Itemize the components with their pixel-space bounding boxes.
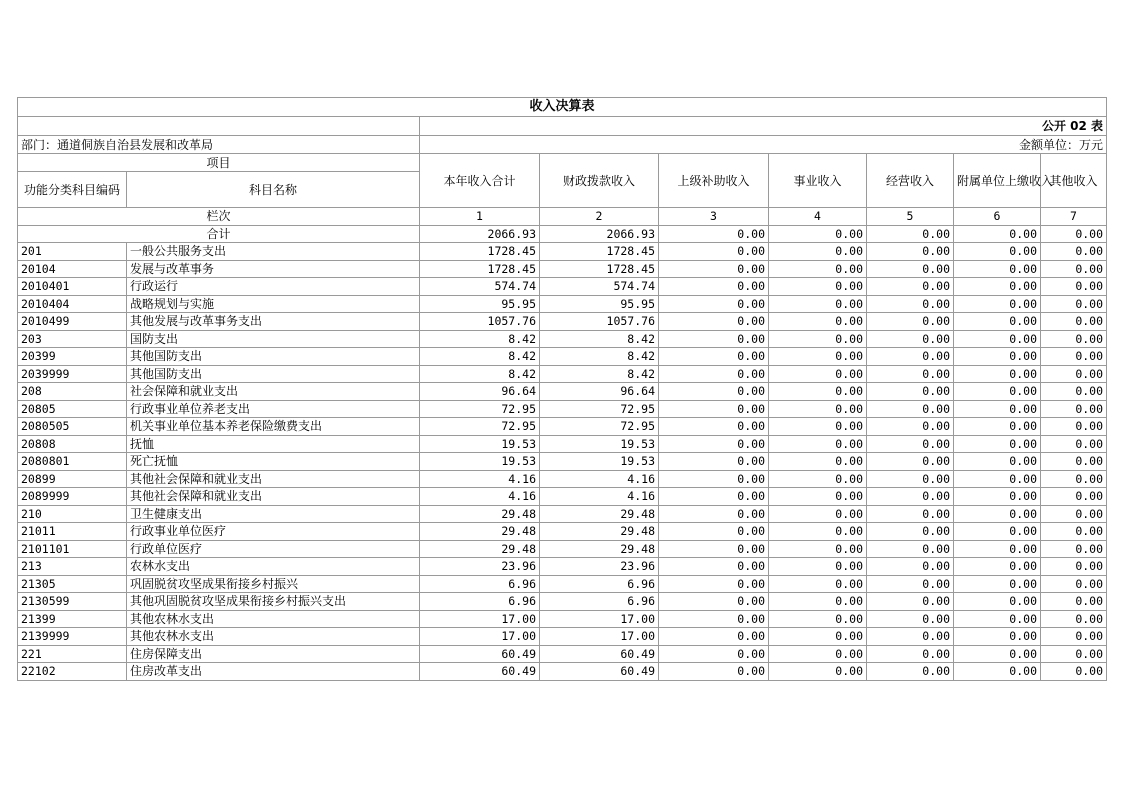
- row-value: 0.00: [954, 348, 1041, 366]
- row-value: 60.49: [540, 663, 659, 681]
- row-value: 23.96: [540, 558, 659, 576]
- header-col-2: 财政拨款收入: [540, 154, 659, 208]
- row-code: 20805: [18, 400, 127, 418]
- row-name: 农林水支出: [127, 558, 420, 576]
- row-value: 17.00: [420, 610, 540, 628]
- table-row: [18, 470, 1107, 488]
- table-row: [18, 628, 1107, 646]
- row-value: 0.00: [867, 558, 954, 576]
- row-code: 201: [18, 243, 127, 261]
- row-code: 213: [18, 558, 127, 576]
- row-value: 0.00: [659, 243, 769, 261]
- total-label: 合计: [18, 225, 420, 243]
- row-value: 0.00: [867, 400, 954, 418]
- row-value: 0.00: [954, 628, 1041, 646]
- row-value: 0.00: [867, 453, 954, 471]
- row-value: 574.74: [540, 278, 659, 296]
- row-value: 8.42: [540, 365, 659, 383]
- row-value: 0.00: [867, 348, 954, 366]
- row-value: 0.00: [867, 243, 954, 261]
- row-value: 0.00: [954, 663, 1041, 681]
- row-name: 卫生健康支出: [127, 505, 420, 523]
- table-row: [18, 278, 1107, 296]
- row-value: 0.00: [1041, 260, 1107, 278]
- row-code: 208: [18, 383, 127, 401]
- header-code: 功能分类科目编码: [18, 172, 127, 208]
- row-value: 0.00: [659, 435, 769, 453]
- row-value: 0.00: [954, 243, 1041, 261]
- row-value: 0.00: [769, 470, 867, 488]
- row-name: 其他国防支出: [127, 365, 420, 383]
- row-name: 战略规划与实施: [127, 295, 420, 313]
- row-value: 0.00: [769, 593, 867, 611]
- row-code: 2080505: [18, 418, 127, 436]
- row-value: 0.00: [867, 383, 954, 401]
- row-value: 0.00: [1041, 418, 1107, 436]
- table-row: [18, 295, 1107, 313]
- header-col-4: 事业收入: [769, 154, 867, 208]
- row-value: 0.00: [954, 610, 1041, 628]
- row-name: 机关事业单位基本养老保险缴费支出: [127, 418, 420, 436]
- row-value: 0.00: [659, 523, 769, 541]
- table-row: [18, 435, 1107, 453]
- row-value: 574.74: [420, 278, 540, 296]
- row-value: 0.00: [954, 453, 1041, 471]
- header-col-3: 上级补助收入: [659, 154, 769, 208]
- row-value: 19.53: [540, 435, 659, 453]
- table-row: [18, 663, 1107, 681]
- row-value: 0.00: [769, 365, 867, 383]
- row-value: 0.00: [954, 540, 1041, 558]
- row-value: 0.00: [659, 348, 769, 366]
- row-value: 0.00: [867, 575, 954, 593]
- row-value: 8.42: [420, 348, 540, 366]
- row-value: 23.96: [420, 558, 540, 576]
- row-value: 0.00: [1041, 523, 1107, 541]
- row-name: 行政单位医疗: [127, 540, 420, 558]
- row-name: 其他社会保障和就业支出: [127, 488, 420, 506]
- header-item: 项目: [18, 154, 420, 172]
- row-value: 0.00: [769, 453, 867, 471]
- row-value: 29.48: [420, 540, 540, 558]
- row-value: 0.00: [954, 295, 1041, 313]
- row-value: 0.00: [867, 663, 954, 681]
- row-value: 0.00: [769, 400, 867, 418]
- row-value: 0.00: [1041, 330, 1107, 348]
- table-row: [18, 313, 1107, 331]
- header-col-7: 其他收入: [1041, 154, 1107, 208]
- row-value: 0.00: [769, 575, 867, 593]
- row-value: 0.00: [659, 383, 769, 401]
- row-value: 0.00: [659, 593, 769, 611]
- row-value: 96.64: [540, 383, 659, 401]
- row-value: 0.00: [659, 488, 769, 506]
- row-value: 0.00: [954, 645, 1041, 663]
- row-value: 0.00: [1041, 540, 1107, 558]
- row-value: 8.42: [420, 365, 540, 383]
- row-value: 29.48: [540, 505, 659, 523]
- column-number: 6: [954, 208, 1041, 226]
- row-value: 0.00: [867, 278, 954, 296]
- row-value: 0.00: [1041, 488, 1107, 506]
- row-name: 住房保障支出: [127, 645, 420, 663]
- row-value: 0.00: [954, 575, 1041, 593]
- row-value: 1728.45: [540, 243, 659, 261]
- table-row: [18, 523, 1107, 541]
- table-row: [18, 610, 1107, 628]
- row-value: 0.00: [867, 628, 954, 646]
- row-value: 72.95: [420, 418, 540, 436]
- row-value: 0.00: [769, 540, 867, 558]
- row-value: 0.00: [659, 365, 769, 383]
- row-name: 社会保障和就业支出: [127, 383, 420, 401]
- row-value: 8.42: [540, 330, 659, 348]
- row-value: 0.00: [659, 313, 769, 331]
- row-value: 4.16: [420, 470, 540, 488]
- row-value: 0.00: [867, 593, 954, 611]
- row-value: 0.00: [659, 400, 769, 418]
- row-value: 95.95: [540, 295, 659, 313]
- row-value: 0.00: [769, 260, 867, 278]
- row-value: 6.96: [540, 593, 659, 611]
- table-row: [18, 593, 1107, 611]
- row-name: 行政运行: [127, 278, 420, 296]
- row-name: 抚恤: [127, 435, 420, 453]
- row-value: 17.00: [540, 628, 659, 646]
- row-value: 72.95: [540, 400, 659, 418]
- row-value: 0.00: [659, 505, 769, 523]
- row-value: 0.00: [659, 453, 769, 471]
- department-label: 部门：通道侗族自治县发展和改革局: [18, 136, 420, 154]
- total-value: 2066.93: [540, 225, 659, 243]
- row-value: 0.00: [769, 558, 867, 576]
- row-value: 0.00: [769, 243, 867, 261]
- row-value: 0.00: [954, 470, 1041, 488]
- row-code: 2139999: [18, 628, 127, 646]
- row-value: 0.00: [1041, 663, 1107, 681]
- row-value: 0.00: [1041, 558, 1107, 576]
- table-row: [18, 575, 1107, 593]
- table-row: [18, 558, 1107, 576]
- row-name: 其他社会保障和就业支出: [127, 470, 420, 488]
- column-number: 1: [420, 208, 540, 226]
- row-name: 其他发展与改革事务支出: [127, 313, 420, 331]
- row-code: 2130599: [18, 593, 127, 611]
- table-row: [18, 348, 1107, 366]
- row-value: 0.00: [769, 610, 867, 628]
- row-value: 17.00: [540, 610, 659, 628]
- row-value: 1728.45: [420, 260, 540, 278]
- row-value: 0.00: [769, 313, 867, 331]
- header-col-1: 本年收入合计: [420, 154, 540, 208]
- row-value: 0.00: [769, 383, 867, 401]
- row-value: 0.00: [1041, 435, 1107, 453]
- row-value: 0.00: [867, 610, 954, 628]
- row-value: 0.00: [769, 348, 867, 366]
- row-value: 6.96: [540, 575, 659, 593]
- total-value: 0.00: [769, 225, 867, 243]
- row-name: 其他农林水支出: [127, 610, 420, 628]
- table-row: [18, 645, 1107, 663]
- row-value: 0.00: [659, 278, 769, 296]
- total-value: 0.00: [659, 225, 769, 243]
- row-value: 0.00: [659, 540, 769, 558]
- row-value: 0.00: [867, 418, 954, 436]
- table-row: [18, 505, 1107, 523]
- row-value: 0.00: [1041, 610, 1107, 628]
- row-value: 0.00: [1041, 313, 1107, 331]
- row-value: 29.48: [540, 540, 659, 558]
- row-value: 4.16: [420, 488, 540, 506]
- row-value: 0.00: [867, 435, 954, 453]
- row-value: 0.00: [867, 645, 954, 663]
- row-value: 0.00: [769, 663, 867, 681]
- row-value: 96.64: [420, 383, 540, 401]
- row-value: 0.00: [954, 365, 1041, 383]
- column-number-label: 栏次: [18, 208, 420, 226]
- blank-cell: [18, 117, 420, 136]
- row-value: 72.95: [540, 418, 659, 436]
- table-row: [18, 418, 1107, 436]
- row-code: 203: [18, 330, 127, 348]
- row-value: 0.00: [954, 418, 1041, 436]
- row-value: 0.00: [659, 295, 769, 313]
- row-value: 95.95: [420, 295, 540, 313]
- row-code: 2101101: [18, 540, 127, 558]
- row-value: 0.00: [867, 313, 954, 331]
- row-value: 0.00: [867, 505, 954, 523]
- row-code: 20399: [18, 348, 127, 366]
- header-name: 科目名称: [127, 172, 420, 208]
- row-code: 210: [18, 505, 127, 523]
- row-name: 行政事业单位医疗: [127, 523, 420, 541]
- row-value: 8.42: [420, 330, 540, 348]
- row-name: 发展与改革事务: [127, 260, 420, 278]
- row-code: 2010401: [18, 278, 127, 296]
- row-value: 0.00: [1041, 505, 1107, 523]
- row-value: 0.00: [867, 295, 954, 313]
- table-row: [18, 540, 1107, 558]
- row-value: 0.00: [954, 383, 1041, 401]
- row-value: 0.00: [1041, 383, 1107, 401]
- row-value: 19.53: [420, 435, 540, 453]
- row-value: 0.00: [769, 418, 867, 436]
- table-row: [18, 260, 1107, 278]
- row-name: 一般公共服务支出: [127, 243, 420, 261]
- table-row: [18, 365, 1107, 383]
- row-value: 0.00: [659, 470, 769, 488]
- row-value: 1057.76: [540, 313, 659, 331]
- row-value: 19.53: [540, 453, 659, 471]
- row-value: 0.00: [769, 435, 867, 453]
- row-value: 0.00: [769, 505, 867, 523]
- column-number: 5: [867, 208, 954, 226]
- column-number: 4: [769, 208, 867, 226]
- row-value: 0.00: [659, 663, 769, 681]
- column-number: 2: [540, 208, 659, 226]
- row-value: 6.96: [420, 593, 540, 611]
- row-name: 行政事业单位养老支出: [127, 400, 420, 418]
- row-value: 0.00: [1041, 295, 1107, 313]
- row-value: 0.00: [659, 260, 769, 278]
- row-name: 住房改革支出: [127, 663, 420, 681]
- row-value: 6.96: [420, 575, 540, 593]
- row-value: 0.00: [1041, 575, 1107, 593]
- row-value: 0.00: [659, 628, 769, 646]
- table-title: 收入决算表: [18, 98, 1107, 117]
- table-number: 公开 02 表: [420, 117, 1107, 136]
- row-code: 2039999: [18, 365, 127, 383]
- row-value: 0.00: [1041, 365, 1107, 383]
- row-code: 221: [18, 645, 127, 663]
- row-value: 0.00: [867, 488, 954, 506]
- row-name: 国防支出: [127, 330, 420, 348]
- row-value: 0.00: [954, 260, 1041, 278]
- row-value: 60.49: [420, 645, 540, 663]
- row-code: 20104: [18, 260, 127, 278]
- row-value: 0.00: [1041, 278, 1107, 296]
- row-value: 0.00: [1041, 348, 1107, 366]
- row-value: 0.00: [659, 418, 769, 436]
- row-value: 0.00: [954, 558, 1041, 576]
- row-value: 60.49: [420, 663, 540, 681]
- table-row: [18, 383, 1107, 401]
- row-code: 21399: [18, 610, 127, 628]
- row-code: 2010499: [18, 313, 127, 331]
- row-value: 0.00: [954, 313, 1041, 331]
- total-value: 2066.93: [420, 225, 540, 243]
- row-value: 29.48: [540, 523, 659, 541]
- row-code: 2080801: [18, 453, 127, 471]
- row-name: 其他巩固脱贫攻坚成果衔接乡村振兴支出: [127, 593, 420, 611]
- row-value: 1728.45: [420, 243, 540, 261]
- row-value: 0.00: [1041, 400, 1107, 418]
- row-value: 19.53: [420, 453, 540, 471]
- row-value: 0.00: [867, 365, 954, 383]
- income-statement-table: [17, 97, 1107, 681]
- row-code: 20899: [18, 470, 127, 488]
- row-value: 0.00: [867, 540, 954, 558]
- column-number: 7: [1041, 208, 1107, 226]
- row-value: 29.48: [420, 505, 540, 523]
- table-row: [18, 330, 1107, 348]
- row-value: 60.49: [540, 645, 659, 663]
- row-value: 0.00: [1041, 243, 1107, 261]
- row-value: 0.00: [769, 523, 867, 541]
- row-value: 0.00: [867, 330, 954, 348]
- row-value: 1057.76: [420, 313, 540, 331]
- row-value: 0.00: [659, 558, 769, 576]
- row-value: 0.00: [954, 330, 1041, 348]
- row-value: 0.00: [1041, 628, 1107, 646]
- total-value: 0.00: [867, 225, 954, 243]
- row-code: 2010404: [18, 295, 127, 313]
- row-code: 2089999: [18, 488, 127, 506]
- row-code: 22102: [18, 663, 127, 681]
- row-code: 20808: [18, 435, 127, 453]
- row-code: 21011: [18, 523, 127, 541]
- row-value: 0.00: [954, 593, 1041, 611]
- table-row: [18, 243, 1107, 261]
- row-value: 0.00: [659, 645, 769, 663]
- row-name: 死亡抚恤: [127, 453, 420, 471]
- row-value: 4.16: [540, 488, 659, 506]
- row-value: 0.00: [954, 505, 1041, 523]
- row-value: 0.00: [769, 330, 867, 348]
- row-value: 0.00: [954, 278, 1041, 296]
- row-value: 72.95: [420, 400, 540, 418]
- column-number: 3: [659, 208, 769, 226]
- row-name: 巩固脱贫攻坚成果衔接乡村振兴: [127, 575, 420, 593]
- row-value: 0.00: [659, 575, 769, 593]
- row-value: 0.00: [1041, 593, 1107, 611]
- row-value: 0.00: [769, 295, 867, 313]
- header-col-6: 附属单位上缴收入: [954, 154, 1041, 208]
- row-value: 29.48: [420, 523, 540, 541]
- row-value: 0.00: [954, 400, 1041, 418]
- unit-label: 金额单位：万元: [420, 136, 1107, 154]
- row-value: 0.00: [659, 610, 769, 628]
- row-name: 其他农林水支出: [127, 628, 420, 646]
- row-value: 0.00: [867, 470, 954, 488]
- row-value: 0.00: [867, 260, 954, 278]
- row-value: 0.00: [769, 628, 867, 646]
- row-code: 21305: [18, 575, 127, 593]
- table-row: [18, 488, 1107, 506]
- row-value: 0.00: [1041, 453, 1107, 471]
- row-value: 0.00: [954, 435, 1041, 453]
- row-value: 0.00: [954, 523, 1041, 541]
- total-value: 0.00: [1041, 225, 1107, 243]
- row-value: 17.00: [420, 628, 540, 646]
- row-name: 其他国防支出: [127, 348, 420, 366]
- table-row: [18, 400, 1107, 418]
- row-value: 1728.45: [540, 260, 659, 278]
- row-value: 0.00: [769, 488, 867, 506]
- row-value: 8.42: [540, 348, 659, 366]
- table-row: [18, 453, 1107, 471]
- row-value: 0.00: [769, 278, 867, 296]
- header-col-5: 经营收入: [867, 154, 954, 208]
- row-value: 0.00: [867, 523, 954, 541]
- row-value: 0.00: [954, 488, 1041, 506]
- row-value: 4.16: [540, 470, 659, 488]
- row-value: 0.00: [1041, 645, 1107, 663]
- row-value: 0.00: [659, 330, 769, 348]
- row-value: 0.00: [1041, 470, 1107, 488]
- total-value: 0.00: [954, 225, 1041, 243]
- row-value: 0.00: [769, 645, 867, 663]
